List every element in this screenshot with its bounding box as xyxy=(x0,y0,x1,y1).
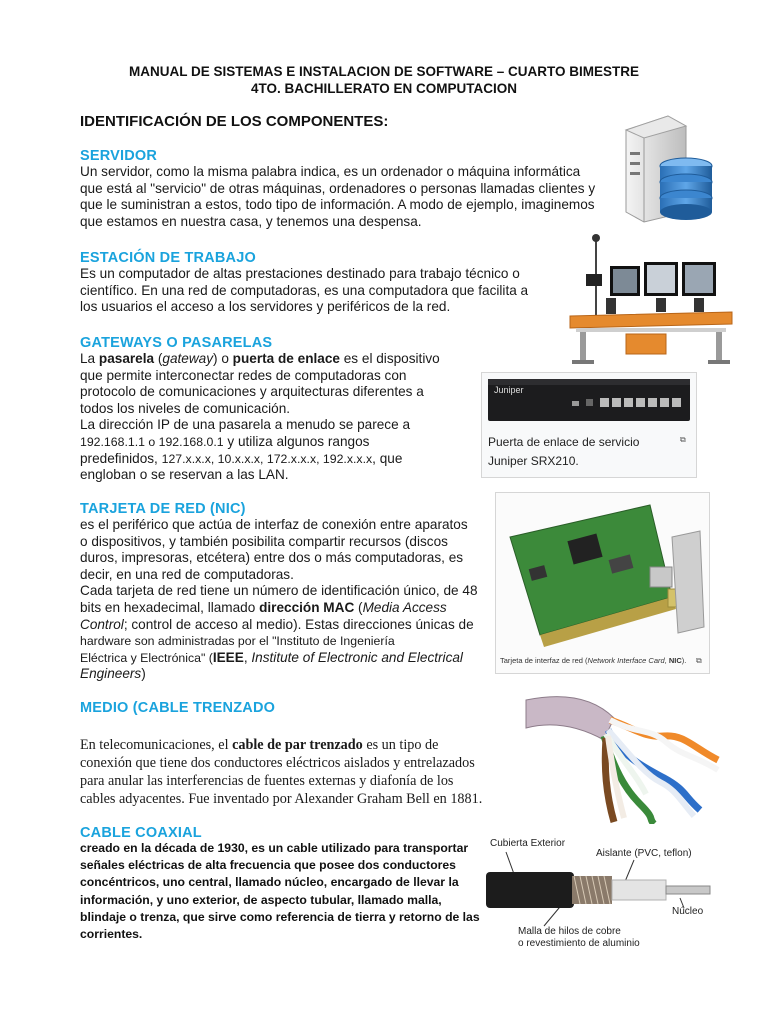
term-engineers: Engineers xyxy=(80,666,142,682)
coaxial-diagram xyxy=(484,836,724,952)
text-run: ) xyxy=(141,666,146,682)
text-run: Tarjeta de interfaz de red ( xyxy=(500,656,588,665)
document-header-line2: 4TO. BACHILLERATO EN COMPUTACION xyxy=(250,81,517,96)
text-line: todos los niveles de comunicación. xyxy=(80,400,291,416)
text-run: , xyxy=(664,656,669,665)
text-line: o dispositivos, y también posibilita compartir recursos (discos xyxy=(80,533,448,549)
text-line: duros, impresoras, etcétera) entre dos o más computadoras, es xyxy=(80,550,464,566)
term-gateway: gateway xyxy=(162,351,214,366)
text-line xyxy=(80,666,478,683)
text-line: que le suministran a estos, todo tipo de información. A modo de ejemplo, imaginemos xyxy=(80,197,595,213)
text-line: que permite interconectar redes de computadoras con xyxy=(80,367,407,383)
text-run: ( xyxy=(154,351,163,366)
text-line: concéntricos, uno central, llamado núcleo, encargado de llevar la xyxy=(80,875,459,890)
ip-ranges: 127.x.x.x, 10.x.x.x, 172.x.x.x, 192.x.x.x xyxy=(161,451,373,466)
device-brand: Juniper xyxy=(494,385,524,395)
text-run: ( xyxy=(354,599,363,615)
estacion-paragraph xyxy=(80,266,528,316)
text-run: y utiliza algunos rangos xyxy=(223,433,370,449)
coaxial-paragraph xyxy=(80,840,480,943)
text-line: señales eléctricas de alta frecuencia que posee dos conductores xyxy=(80,858,456,873)
document-header-line1: MANUAL DE SISTEMAS E INSTALACION DE SOFTWARE – CUARTO BIMESTRE xyxy=(128,64,640,79)
text-run: ) o xyxy=(213,351,233,366)
label-line: o revestimiento de aluminio xyxy=(518,938,640,949)
section-heading-servidor: SERVIDOR xyxy=(80,148,158,164)
text-line xyxy=(80,600,478,617)
text-line: Un servidor, como la misma palabra indica, es un ordenador o máquina informática xyxy=(80,164,581,179)
gateways-paragraph xyxy=(80,351,440,484)
label-aislante: Aislante (PVC, teflon) xyxy=(596,848,692,859)
caption-line: Juniper SRX210. xyxy=(488,454,579,468)
section-heading-nic: TARJETA DE RED (NIC) xyxy=(80,501,246,517)
expand-icon[interactable]: ⧉ xyxy=(696,656,702,665)
text-line: los usuarios el acceso a los servidores y periféricos de la red. xyxy=(80,299,451,315)
medio-paragraph xyxy=(80,736,482,808)
juniper-device-image xyxy=(488,377,690,425)
term-direccion-mac: dirección MAC xyxy=(259,599,355,615)
text-line: corrientes. xyxy=(80,927,143,942)
term-media-access: Media Access xyxy=(362,599,447,615)
term-ieee-full: Institute of Electronic and Electrical xyxy=(251,649,463,665)
twisted-pair-cable-image xyxy=(524,678,720,824)
text-run: predefinidos, xyxy=(80,450,162,466)
nic-figure xyxy=(495,492,710,674)
text-line: cables adyacentes. Fue inventado por Alexander Graham Bell en 1881. xyxy=(80,791,483,807)
term-cable-par-trenzado: cable de par trenzado xyxy=(232,737,363,753)
text-run: ; control de acceso al medio). Estas direcciones únicas de xyxy=(123,616,474,632)
caption-line: Puerta de enlace de servicio xyxy=(488,435,640,449)
section-heading-estacion: ESTACIÓN DE TRABAJO xyxy=(80,250,256,266)
text-line: científico. En una red de computadoras, es una computadora que facilita a xyxy=(80,282,529,298)
expand-icon[interactable]: ⧉ xyxy=(680,435,686,444)
nic-caption xyxy=(500,656,686,665)
ip-examples: 192.168.1.1 o 192.168.0.1 xyxy=(80,434,224,449)
term-control: Control xyxy=(80,616,124,632)
text-line: creado en la década de 1930, es un cable utilizado para transportar xyxy=(80,841,469,855)
term-pasarela: pasarela xyxy=(98,351,155,366)
text-line xyxy=(80,736,482,754)
text-line: hardware son administradas por el "Instituto de Ingeniería xyxy=(80,634,395,649)
term-puerta-de-enlace: puerta de enlace xyxy=(232,351,340,366)
section-heading-coaxial: CABLE COAXIAL xyxy=(80,825,202,841)
text-run: NIC xyxy=(668,656,682,665)
text-line: información, y uno exterior, de aspecto tubular, llamado malla, xyxy=(80,892,442,907)
text-line: es el periférico que actúa de interfaz de conexión entre aparatos xyxy=(80,517,468,532)
text-line: conexión que tiene dos conductores eléctricos aislados y entrelazados xyxy=(80,755,475,771)
text-line: blindaje o trenza, que sirve como referencia de tierra y retorno de las xyxy=(80,909,480,924)
text-line: que está al "servicio" de otras máquinas, ordenadores o personas llamadas clientes y xyxy=(80,180,596,196)
text-line: Es un computador de altas prestaciones destinado para trabajo técnico o xyxy=(80,266,520,281)
section-heading-medio: MEDIO (CABLE TRENZADO xyxy=(80,700,276,716)
juniper-figure xyxy=(481,372,697,478)
text-run: ). xyxy=(681,656,687,665)
text-line xyxy=(80,617,478,634)
term-ieee: IEEE xyxy=(212,649,244,665)
nic-paragraph xyxy=(80,517,478,683)
text-line xyxy=(80,351,440,368)
text-run: bits en hexadecimal, llamado xyxy=(80,599,260,615)
text-run: Eléctrica y Electrónica" ( xyxy=(80,650,213,665)
server-image xyxy=(616,112,716,224)
text-line: La dirección IP de una pasarela a menudo se parece a xyxy=(80,417,411,433)
text-run: En telecomunicaciones, el xyxy=(80,737,233,753)
servidor-paragraph xyxy=(80,164,595,230)
juniper-caption xyxy=(488,433,639,471)
text-run: es un tipo de xyxy=(362,737,439,753)
text-run: , xyxy=(243,649,252,665)
nic-card-image xyxy=(500,497,705,647)
workstation-image xyxy=(566,232,736,368)
text-run: , que xyxy=(372,450,403,466)
label-nucleo: Núcleo xyxy=(672,906,704,917)
text-line: para anular las interferencias de fuentes externas y diafonía de los xyxy=(80,773,454,789)
coaxial-cable-image xyxy=(484,850,724,930)
text-line: Cada tarjeta de red tiene un número de identificación único, de 48 xyxy=(80,583,478,599)
text-run: La xyxy=(80,351,99,366)
text-line xyxy=(80,434,440,451)
text-run: es el dispositivo xyxy=(339,351,440,366)
main-title: IDENTIFICACIÓN DE LOS COMPONENTES: xyxy=(80,113,389,130)
text-line: protocolo de comunicaciones y arquitecturas diferentes a xyxy=(80,384,424,400)
text-line xyxy=(80,650,478,667)
text-line: que estamos en nuestra casa, y tenemos una despensa. xyxy=(80,213,422,229)
label-cubierta: Cubierta Exterior xyxy=(490,838,566,849)
text-line xyxy=(80,451,440,468)
text-line: decir, en una red de computadoras. xyxy=(80,566,294,582)
label-line: Malla de hilos de cobre xyxy=(518,926,621,937)
section-heading-gateways: GATEWAYS O PASARELAS xyxy=(80,335,273,351)
text-run: Network Interface Card xyxy=(587,656,665,665)
text-line: engloban o se reservan a las LAN. xyxy=(80,467,289,483)
